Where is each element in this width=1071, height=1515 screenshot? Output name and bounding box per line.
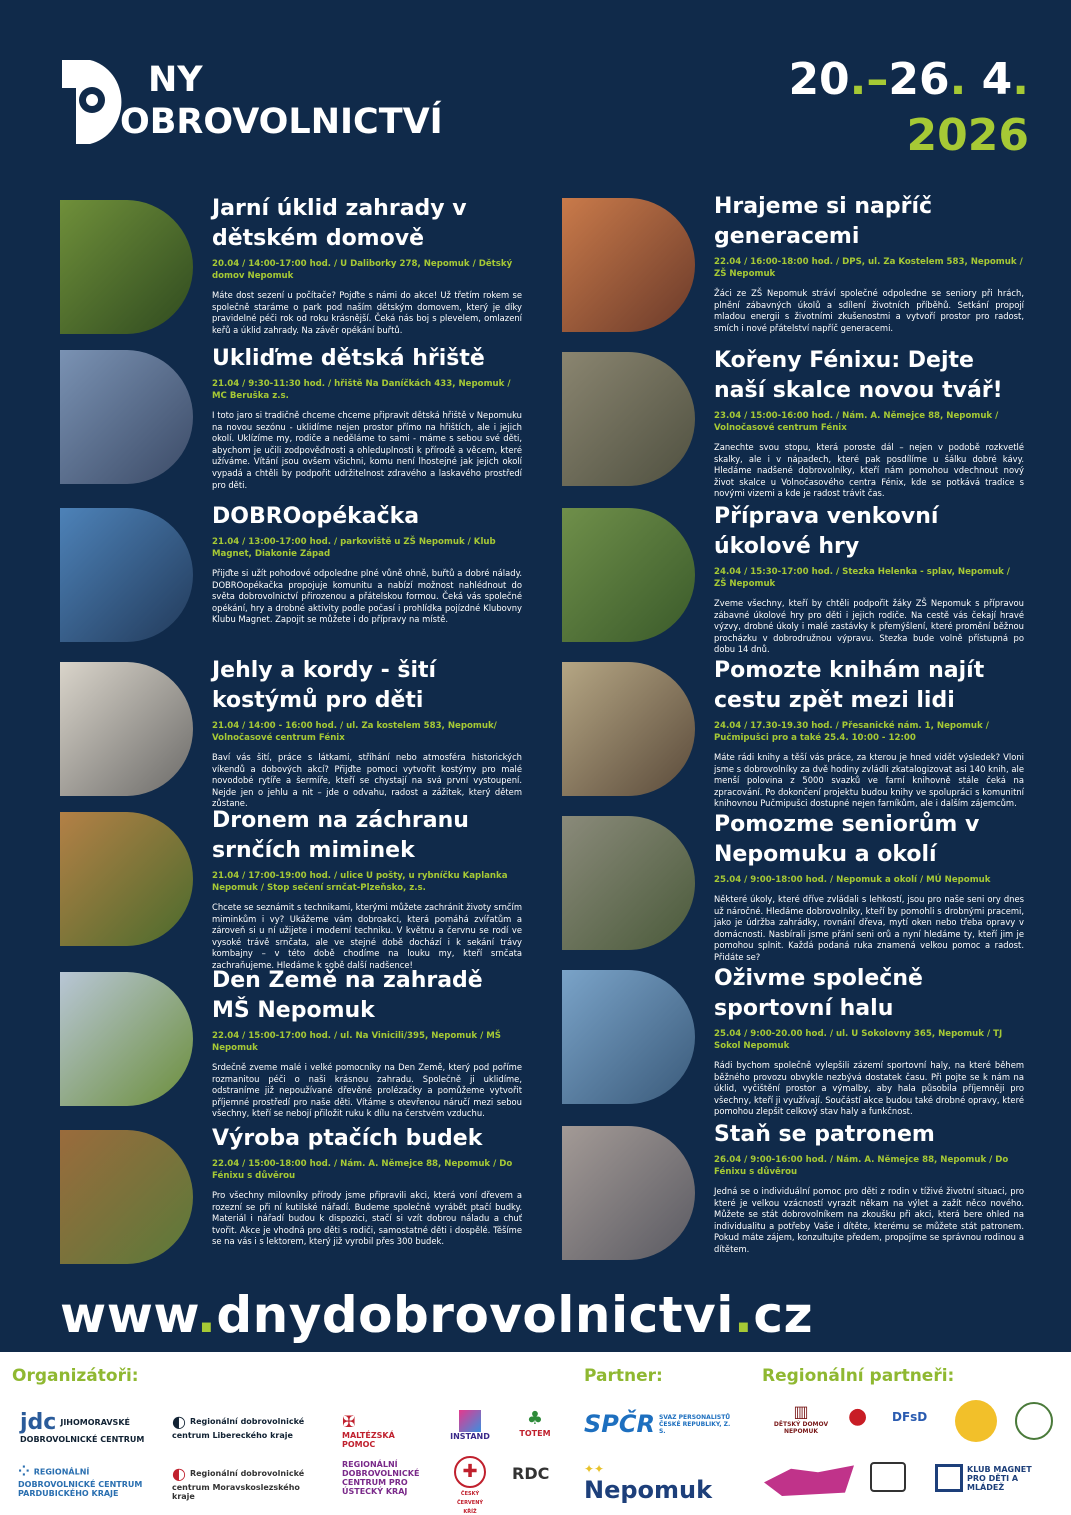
town-map-icon [764, 1462, 854, 1496]
maltese-cross-icon: ✠ [342, 1412, 356, 1431]
date-month: 4 [966, 54, 1013, 105]
logo-dfsd-text: DFsD [892, 1410, 928, 1424]
regional-heading: Regionální partneři: [762, 1366, 955, 1386]
event-photo [60, 972, 198, 1106]
event-description: Chcete se seznámit s technikami, kterými můžete zachránit životy srnčím miminkům i vy? Ukážeme vám dobroakci, která pomáhá zvířatům a zároveň si u ní užijete i moderní techniku. V květnu a červnu se rodí ve vysoké trávě srnčata, ale ve stejné době dochází i k sekání trávy kombajny – v této době chodíme na louku my, kteří srnčata zachraňujeme. Hledáme k sobě další nadšence! [212, 902, 522, 970]
event-text [714, 346, 1024, 500]
building-icon: ▥ [793, 1402, 809, 1421]
date-dot: . [949, 54, 967, 105]
event-photo [562, 508, 700, 642]
logo-moravskoslezsky-text: Regionální dobrovolnické centrum Moravskoslezského kraje [172, 1469, 305, 1501]
event-text [212, 502, 522, 626]
logo-pardubice [18, 1464, 168, 1498]
event-card [60, 808, 530, 970]
castle-logo-icon [870, 1462, 906, 1492]
event-photo [60, 1130, 198, 1264]
event-text [212, 656, 522, 810]
logo-rdc [512, 1464, 562, 1483]
ring-icon-2: ◐ [172, 1464, 186, 1483]
spcr-sub: SVAZ PERSONALISTŮ ČESKÉ REPUBLIKY, Z. S. [658, 1413, 731, 1435]
url-dot-2: . [733, 1286, 754, 1344]
event-title: Staň se patronem [714, 1122, 935, 1147]
event-meta: 20.04 / 14:00-17:00 hod. / U Daliborky 278, Nepomuk / Dětský domov Nepomuk [212, 259, 513, 281]
event-text [714, 502, 1024, 656]
event-description: Zveme všechny, kteří by chtěli podpořit žáky ZŠ Nepomuk s přípravou zábavné úkolové hry pro děti i jejich rodiče. Na cestě vás čekají hravé výzvy, drobné úkoly i malé zastávky k přemýšlení, které promění běžnou procházku v dobrodružnou výpravu. Stezka bude volně přístupná po dobu 14 dnů. [714, 598, 1024, 655]
website-url[interactable] [60, 1286, 813, 1344]
url-domain: dnydobrovolnictvi [216, 1286, 734, 1344]
logo-detsky-domov-text: DĚTSKÝ DOMOV NEPOMUK [773, 1421, 829, 1435]
event-meta: 21.04 / 9:30-11:30 hod. / hřiště Na Daníčkách 433, Nepomuk / MC Beruška z.s. [212, 379, 511, 401]
logo-maltese-text: MALTÉZSKÁ POMOC [342, 1431, 395, 1449]
event-text [212, 344, 522, 491]
event-photo [562, 816, 700, 950]
logo-line2: OBROVOLNICTVÍ [120, 102, 443, 142]
event-card [60, 504, 530, 658]
event-title: Kořeny Fénixu: Dejte naší skalce novou tvář! [714, 348, 1003, 403]
event-title: Výroba ptačích budek [212, 1126, 483, 1151]
event-photo [562, 352, 700, 486]
event-description: Máte rádi knihy a těší vás práce, za kterou je hned vidět výsledek? Vloni jsme s dobrovolníky za dvě hodiny zvládli zkatalogizovat asi 140 knih, ale menší polovina z 5000 svazků ve farní knihovně stále čeká na zpracování. Po dokončení projektu budou knihy ve spolupráci s komunitní knihovnou Pučmipušci dostupné nejen farníkům, ale i dalším zájemcům. [714, 752, 1024, 809]
date-sep: .– [849, 54, 889, 105]
nepomuk-text: Nepomuk [584, 1476, 713, 1504]
event-text [714, 810, 1024, 964]
event-text [212, 806, 522, 972]
date-dot-2: . [1012, 54, 1029, 105]
spcr-mark: SPČR [584, 1410, 655, 1438]
logo-instand-text: INSTAND [450, 1432, 490, 1441]
logo-jdc-text: JIHOMORAVSKÉ DOBROVOLNICKÉ CENTRUM [20, 1418, 145, 1444]
logo-totem-text: TOTEM [519, 1429, 551, 1438]
event-title: Jarní úklid zahrady v dětském domově [212, 196, 467, 251]
event-description: Žáci ze ZŠ Nepomuk stráví společné odpoledne se seniory při hrách, plnění zábavných úkolů a sdílení životních příběhů. Setkání propojí mladou energii s životními zkušenostmi a vytvoří prostor pro radost, smích i nové přátelství napříč generacemi. [714, 288, 1024, 333]
leaf-logo-icon [1015, 1402, 1053, 1440]
event-card [562, 348, 1032, 502]
logo-pardubice-text: REGIONÁLNÍ DOBROVOLNICKÉ CENTRUM PARDUBICKÉHO KRAJE [18, 1467, 143, 1498]
totem-mark-icon: ♣ [526, 1408, 544, 1429]
event-title: Oživme společně sportovní halu [714, 966, 923, 1021]
logo-rdc-text: RDC [512, 1464, 550, 1483]
logo-instand [450, 1410, 490, 1441]
event-card [562, 966, 1032, 1120]
logo-nepomuk [584, 1462, 724, 1504]
event-text [714, 192, 1024, 334]
event-card [60, 196, 530, 350]
url-dot: . [196, 1286, 217, 1344]
event-meta: 24.04 / 15:30-17:00 hod. / Stezka Helenka - splav, Nepomuk / ZŠ Nepomuk [714, 567, 1010, 589]
event-text [714, 964, 1024, 1118]
event-photo [60, 508, 198, 642]
event-logo [60, 58, 580, 158]
logo-dfsd [892, 1410, 942, 1424]
event-meta: 22.04 / 16:00-18:00 hod. / DPS, ul. Za Kostelem 583, Nepomuk / ZŠ Nepomuk [714, 257, 1023, 279]
url-www: www [60, 1286, 197, 1344]
logo-line1: NY [148, 60, 203, 100]
instand-mark-icon [459, 1410, 481, 1432]
event-meta: 22.04 / 15:00-18:00 hod. / Nám. A. Němejce 88, Nepomuk / Do Fénixu s důvěrou [212, 1159, 513, 1181]
event-card [562, 194, 1032, 348]
date-day-end: 26 [888, 54, 950, 105]
event-meta: 21.04 / 17:00-19:00 hod. / ulice U pošty, u rybníčku Kaplanka Nepomuk / Stop sečení srnčat-Plzeňsko, z.s. [212, 871, 508, 893]
event-meta: 22.04 / 15:00-17:00 hod. / ul. Na Vinicili/395, Nepomuk / MŠ Nepomuk [212, 1031, 501, 1053]
logo-moravskoslezsky [172, 1464, 322, 1501]
stars-icon: ✦✦ [584, 1462, 605, 1476]
event-card [60, 658, 530, 812]
magnet-mark-icon [935, 1464, 963, 1492]
date-day-start: 20 [788, 54, 850, 105]
event-card [562, 1122, 1032, 1276]
event-description: Pro všechny milovníky přírody jsme připravili akci, která voní dřevem a rozezní se při ní kutilské nářadí. Budeme společně vyrábět ptačí budky. Materiál i nářadí budou k dispozici, stačí si vzít dobrou náladu a chuť tvořit. Akce je vhodná pro děti s rodiči, samostatné děti i dospělé. Těšíme se na vás i s lektorem, který již vyrobil přes 300 budek. [212, 1190, 522, 1247]
event-description: Jedná se o individuální pomoc pro děti z rodin v tíživé životní situaci, pro které je velkou vzácností vyrazit někam na výlet a zažít něco nového. Můžete se stát dobrovolníkem na zkoušku při akci, která bere ohled na individualitu a potřeby Vaše i dítěte, kterému se můžete stát patronem. Pokud máte zájem, konzultujte předem, propojíme se správnou rodinou a dítětem. [714, 1186, 1024, 1254]
logo-red-cross [450, 1456, 490, 1515]
logo-maltese [342, 1412, 412, 1449]
event-description: Přijďte si užít pohodové odpoledne plné vůně ohně, buřtů a dobré nálady. DOBROopékačka propojuje komunitu a nabízí možnost nahlédnout do světa dobrovolnictví přirozenou a přátelskou formou. Čeká vás společné opékání, hry a drobné aktivity podle počasí i prohlídka pojízdné Klubovny Klubu Magnet. Zapojit se můžete i do přípravy na místě. [212, 568, 522, 625]
sun-logo-icon [955, 1400, 997, 1442]
logo-spcr [584, 1410, 744, 1438]
event-description: Máte dost sezení u počítače? Pojďte s námi do akce! Už třetím rokem se společně staráme o park pod naším dětským domovem, který je díky pravidelné péči rok od roku krásnější. Čeká nás boj s plevelem, omlazení keřů a úklid zahrady. Na závěr opékání buřtů. [212, 290, 522, 335]
event-photo [562, 1126, 700, 1260]
event-meta: 21.04 / 14:00 - 16:00 hod. / ul. Za kostelem 583, Nepomuk/ Volnočasové centrum Fénix [212, 721, 497, 743]
event-year: 2026 [906, 110, 1029, 161]
ring-icon: ◐ [172, 1412, 186, 1431]
event-title: Hrajeme si napříč generacemi [714, 194, 933, 249]
logo-klub-magnet [935, 1464, 1065, 1492]
logo-klub-magnet-text: KLUB MAGNET PRO DĚTI A MLÁDEŽ [967, 1464, 1032, 1492]
event-card [60, 968, 530, 1122]
event-description: Srdečně zveme malé i velké pomocníky na Den Země, který pod poříme rozmanitou péči o naši krásnou zahradu. Společně ji uklidíme, odstraníme již nepoužívané dřevěné prolézačky a pomůžeme vytvořit příjemné prostředí pro naše děti. Vítáme s otevřenou náručí mezi sebou všechny, kteří se nebojí přiložit ruku k dílu na čerstvém vzduchu. [212, 1062, 522, 1119]
event-card [562, 658, 1032, 812]
logo-detsky-domov [766, 1402, 836, 1435]
event-title: Jehly a kordy - šití kostýmů pro děti [212, 658, 437, 713]
event-photo [562, 970, 700, 1104]
event-title: Dronem na záchranu srnčích miminek [212, 808, 469, 863]
event-meta: 26.04 / 9:00-16:00 hod. / Nám. A. Němejce 88, Nepomuk / Do Fénixu s důvěrou [714, 1155, 1009, 1177]
event-description: Baví vás šití, práce s látkami, stříhání nebo atmosféra historických víkendů a dobových akcí? Přijďte pomoci vytvořit kostýmy pro malé novodobé rytíře a šermíře, kteří se chystají na svá první vystoupení. Nejde jen o jehlu a nit – jde o odvahu, radost a zážitek, který dětem zůstane. [212, 752, 522, 809]
event-meta: 21.04 / 13:00-17:00 hod. / parkoviště u ZŠ Nepomuk / Klub Magnet, Diakonie Západ [212, 537, 496, 559]
partners-strip [0, 1352, 1071, 1515]
logo-usti-text: REGIONÁLNÍ DOBROVOLNICKÉ CENTRUM PRO ÚSTECKÝ KRAJ [342, 1460, 420, 1496]
event-card [562, 504, 1032, 658]
event-card [60, 346, 530, 500]
url-tld: cz [753, 1286, 814, 1344]
event-title: Ukliďme dětská hřiště [212, 346, 485, 371]
logo-totem [515, 1408, 555, 1438]
red-cross-icon: ✚ [454, 1456, 486, 1488]
event-title: DOBROopékačka [212, 504, 420, 529]
ladybug-icon: ● [848, 1404, 868, 1429]
event-meta: 23.04 / 15:00-16:00 hod. / Nám. A. Němejce 88, Nepomuk / Volnočasové centrum Fénix [714, 411, 999, 433]
event-photo [60, 200, 198, 334]
event-photo [60, 350, 198, 484]
event-title: Den Země na zahradě MŠ Nepomuk [212, 968, 483, 1023]
event-photo [60, 812, 198, 946]
event-description: I toto jaro si tradičně chceme chceme připravit dětská hřiště v Nepomuku na novou sezónu - uklidíme nejen prostor přímo na hřištích, ale i jejich okolí. Uklízíme my, rodiče a neděláme to sami - máme s sebou své děti, abychom je učili zodpovědnosti a ohleduplnosti k přírodě a věcem, které užíváme. Vítání jsou ovšem všichni, komu není lhostejné jak jejich okolí vypadá a chtěli by podpořit udržitelnost zdravého a laskavého prostředí pro děti. [212, 410, 522, 490]
event-photo [60, 662, 198, 796]
event-text [714, 656, 1024, 810]
event-text [714, 1120, 1024, 1256]
event-title: Pomozte knihám najít cestu zpět mezi lidi [714, 658, 985, 713]
event-description: Některé úkoly, které dříve zvládali s lehkostí, jsou pro naše seni ory dnes už náročné. Hledáme dobrovolníky, kteří by pomohli s drobnými pracemi, jako je údržba zahrádky, rovnání dřeva, mytí oken nebo třeba opravy v domácnosti. Nasbírali jsme přání seni orů a nyní hledáme ty, kteří jim je pomohou splnit. Každá podaná ruka znamená velkou pomoc a radost. Přidáte se? [714, 894, 1024, 962]
event-meta: 25.04 / 9:00-20.00 hod. / ul. U Sokolovny 365, Nepomuk / TJ Sokol Nepomuk [714, 1029, 1003, 1051]
event-photo [562, 662, 700, 796]
logo-jdc [20, 1410, 150, 1444]
event-meta: 25.04 / 9:00-18:00 hod. / Nepomuk a okolí / MÚ Nepomuk [714, 875, 991, 885]
event-description: Rádi bychom společně vylepšili zázemí sportovní haly, na které během běžného provozu obvykle nezbývá dostatek času. Při pojte se k nám na úklid, vyčištění prostor a výmalby, aby hala působila příjemněji pro všechny, kteří ji využívají. Součástí akce budou také drobné opravy, které pomohou zlepšit celkový stav haly a funkčnost. [714, 1060, 1024, 1117]
logo-usti [342, 1460, 432, 1496]
event-card [562, 812, 1032, 966]
event-text [212, 194, 522, 336]
event-text [212, 1124, 522, 1248]
event-description: Zanechte svou stopu, která poroste dál – nejen v podobě rozkvetlé skalky, ale i v nápadech, které pak posdílíme u šálku dobré kávy. Hledáme nadšené dobrovolníky, kteří nám pomohou vdechnout nový život skalce u Volnočasového centra Fénix, kde se potkává tradice s novými vizemi a kde je radost trávit čas. [714, 442, 1024, 499]
partner-heading: Partner: [584, 1366, 663, 1386]
event-card [60, 1126, 530, 1280]
event-meta: 24.04 / 17.30-19.30 hod. / Přesanické nám. 1, Nepomuk / Pučmipušci pro a také 25.4. 10:00 - 12:00 [714, 721, 989, 743]
dots-icon: ⁘ [18, 1464, 30, 1480]
logo-red-cross-text: ČESKÝ ČERVENÝ KŘÍŽ [456, 1491, 484, 1515]
logo-liberec-text: Regionální dobrovolnické centrum Libereckého kraje [172, 1417, 305, 1440]
jdc-mark-icon: jdc [20, 1410, 57, 1435]
event-text [212, 966, 522, 1120]
event-title: Pomozme seniorům v Nepomuku a okolí [714, 812, 980, 867]
organizers-heading: Organizátoři: [12, 1366, 139, 1386]
logo-liberec [172, 1412, 312, 1440]
event-title: Příprava venkovní úkolové hry [714, 504, 939, 559]
event-photo [562, 198, 700, 332]
event-date [788, 52, 1029, 164]
